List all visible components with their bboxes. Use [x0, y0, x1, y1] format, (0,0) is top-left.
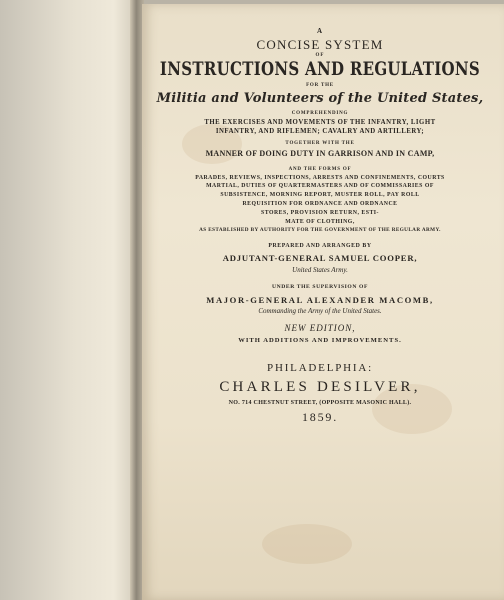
authority-line: AS ESTABLISHED BY AUTHORITY FOR THE GOVERNMENT OF THE REGULAR ARMY.: [199, 227, 441, 234]
of-label: OF: [315, 53, 325, 58]
exercises-line-1: THE EXERCISES AND MOVEMENTS OF THE INFANTRY, LIGHT: [204, 119, 436, 126]
militia-title: Militia and Volunteers of the United States,: [156, 91, 484, 106]
forms-line: REQUISITION FOR ORDNANCE AND ORDNANCE: [242, 200, 398, 207]
publication-year: 1859.: [302, 409, 338, 424]
forms-line: SUBSISTENCE, MORNING REPORT, MUSTER ROLL, PAY ROLL: [220, 192, 420, 199]
main-title: INSTRUCTIONS AND REGULATIONS: [159, 57, 481, 81]
edition-label: NEW EDITION,: [284, 323, 356, 334]
exercises-line-2: INFANTRY, AND RIFLEMEN; CAVALRY AND ARTILLERY;: [215, 127, 425, 135]
manner-line: MANNER OF DOING DUTY IN GARRISON AND IN CAMP,: [205, 148, 435, 158]
author-name: ADJUTANT-GENERAL SAMUEL COOPER,: [222, 253, 418, 264]
forms-line: PARADES, REVIEWS, INSPECTIONS, ARRESTS AND CONFINEMENTS, COURTS: [195, 174, 445, 181]
publisher-name: CHARLES DESILVER,: [219, 378, 421, 395]
supervisor-role: Commanding the Army of the United States.: [258, 307, 382, 316]
together-label: TOGETHER WITH THE: [285, 140, 355, 146]
forms-of-label: AND THE FORMS OF: [288, 166, 352, 172]
comprehending-label: COMPREHENDING: [291, 111, 349, 116]
publication-city: PHILADELPHIA:: [267, 361, 373, 374]
publisher-address: NO. 714 CHESTNUT STREET, (OPPOSITE MASONIC HALL).: [228, 399, 412, 406]
additions-label: WITH ADDITIONS AND IMPROVEMENTS.: [238, 337, 402, 345]
for-the-label: FOR THE: [306, 83, 334, 88]
supervisor-name: MAJOR-GENERAL ALEXANDER MACOMB,: [206, 294, 434, 305]
author-rank: United States Army.: [292, 265, 348, 274]
facing-page: [0, 0, 134, 600]
prepared-label: PREPARED AND ARRANGED BY: [268, 242, 372, 249]
supervision-label: UNDER THE SUPERVISION OF: [271, 283, 368, 290]
forms-line: MATE OF CLOTHING,: [285, 218, 355, 225]
forms-line: STORES, PROVISION RETURN, ESTI-: [261, 209, 379, 216]
article-a: A: [316, 27, 324, 35]
page-stain: [262, 524, 352, 564]
concise-system: CONCISE SYSTEM: [256, 37, 384, 52]
forms-line: MARTIAL, DUTIES OF QUARTERMASTERS AND OF COMMISSARIES OF: [206, 183, 434, 190]
title-block: [150, 28, 490, 423]
